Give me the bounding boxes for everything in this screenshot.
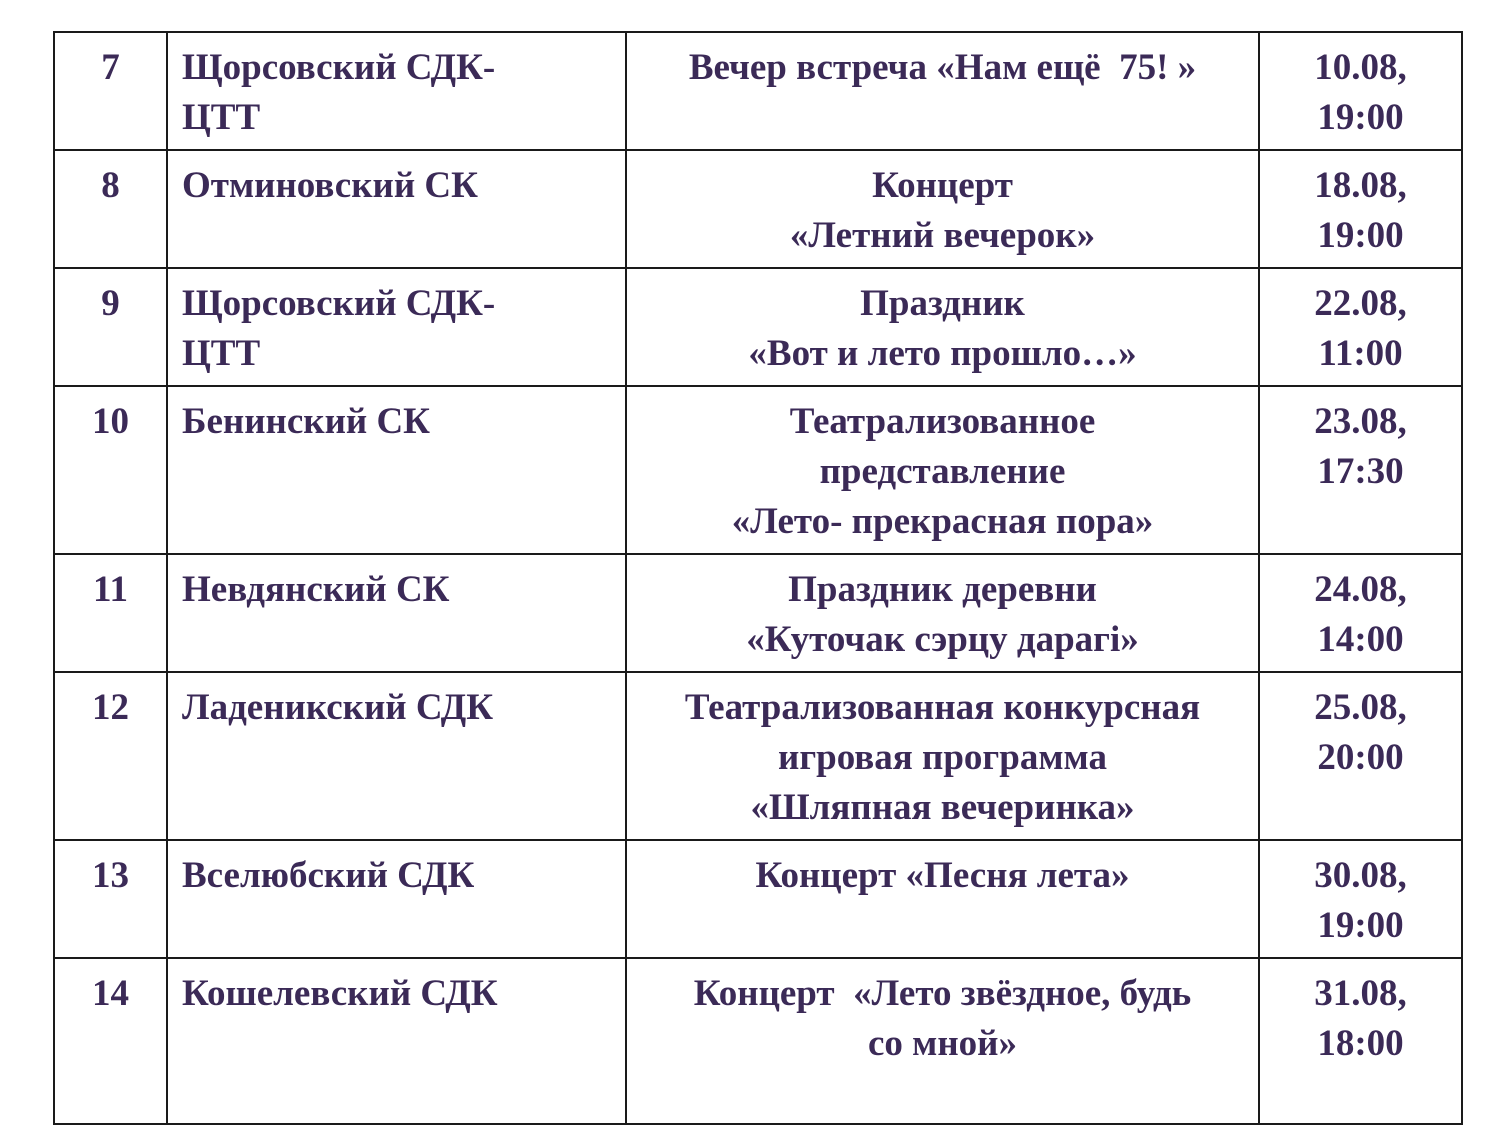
date-cell — [1259, 386, 1462, 554]
event-line: представление — [819, 451, 1066, 492]
event-cell — [626, 672, 1259, 840]
date-cell — [1259, 554, 1462, 672]
table-row — [54, 150, 1462, 268]
table-row — [54, 554, 1462, 672]
event-line: «Шляпная вечеринка» — [750, 787, 1135, 828]
venue-cell — [167, 672, 626, 840]
event-line: со мной» — [867, 1023, 1017, 1064]
date-cell — [1259, 32, 1462, 150]
venue-line: ЦТТ — [182, 333, 261, 374]
date-cell — [1259, 150, 1462, 268]
venue-line: Отминовский СК — [182, 165, 478, 206]
venue-cell — [167, 554, 626, 672]
date-line: 25.08, — [1314, 687, 1407, 728]
venue-cell — [167, 32, 626, 150]
time-line: 14:00 — [1317, 619, 1404, 660]
event-line: «Летний вечерок» — [789, 215, 1096, 256]
table-row — [54, 32, 1462, 150]
event-cell — [626, 840, 1259, 958]
event-line: Концерт «Песня лета» — [755, 855, 1130, 896]
venue-cell — [167, 958, 626, 1124]
venue-line: Ладеникский СДК — [182, 687, 494, 728]
date-line: 24.08, — [1314, 569, 1407, 610]
event-line: игровая программа — [778, 737, 1107, 778]
event-line: Театрализованное — [789, 401, 1096, 442]
event-line: Праздник — [860, 283, 1025, 324]
date-line: 10.08, — [1314, 47, 1407, 88]
venue-cell — [167, 268, 626, 386]
row-number: 13 — [92, 855, 129, 896]
row-number-cell — [54, 150, 167, 268]
venue-line: ЦТТ — [182, 97, 261, 138]
date-line: 18.08, — [1314, 165, 1407, 206]
venue-line: Щорсовский СДК- — [182, 47, 496, 88]
table-row — [54, 386, 1462, 554]
event-line: Праздник деревни — [788, 569, 1097, 610]
event-line: «Вот и лето прошло…» — [748, 333, 1137, 374]
row-number-cell — [54, 672, 167, 840]
event-schedule-table — [53, 31, 1463, 1125]
event-cell — [626, 150, 1259, 268]
date-cell — [1259, 268, 1462, 386]
venue-cell — [167, 386, 626, 554]
row-number-cell — [54, 958, 167, 1124]
venue-line: Бенинский СК — [182, 401, 431, 442]
event-line: «Куточак сэрцу дарагі» — [746, 619, 1139, 660]
time-line: 20:00 — [1317, 737, 1404, 778]
row-number: 9 — [101, 283, 120, 324]
row-number-cell — [54, 32, 167, 150]
event-line: Концерт «Лето звёздное, будь — [693, 973, 1192, 1014]
time-line: 11:00 — [1318, 333, 1403, 374]
row-number-cell — [54, 554, 167, 672]
date-line: 23.08, — [1314, 401, 1407, 442]
date-cell — [1259, 672, 1462, 840]
time-line: 19:00 — [1317, 215, 1404, 256]
event-line: Театрализованная конкурсная — [684, 687, 1201, 728]
row-number: 8 — [101, 165, 120, 206]
table-row — [54, 268, 1462, 386]
row-number-cell — [54, 386, 167, 554]
date-line: 30.08, — [1314, 855, 1407, 896]
time-line: 19:00 — [1317, 97, 1404, 138]
event-cell — [626, 386, 1259, 554]
event-line: «Лето- прекрасная пора» — [731, 501, 1154, 542]
date-line: 31.08, — [1314, 973, 1407, 1014]
time-line: 17:30 — [1317, 451, 1404, 492]
event-line: Вечер встреча «Нам ещё 75! » — [688, 47, 1197, 88]
date-cell — [1259, 958, 1462, 1124]
row-number: 11 — [93, 569, 128, 610]
time-line: 18:00 — [1317, 1023, 1404, 1064]
date-line: 22.08, — [1314, 283, 1407, 324]
venue-line: Щорсовский СДК- — [182, 283, 496, 324]
row-number: 10 — [92, 401, 129, 442]
row-number: 14 — [92, 973, 129, 1014]
time-line: 19:00 — [1317, 905, 1404, 946]
event-cell — [626, 958, 1259, 1124]
event-line: Концерт — [872, 165, 1013, 206]
event-cell — [626, 554, 1259, 672]
date-cell — [1259, 840, 1462, 958]
row-number: 7 — [101, 47, 120, 88]
venue-line: Вселюбский СДК — [182, 855, 475, 896]
venue-cell — [167, 150, 626, 268]
venue-line: Невдянский СК — [182, 569, 450, 610]
table-row — [54, 958, 1462, 1124]
venue-cell — [167, 840, 626, 958]
table-row — [54, 672, 1462, 840]
table-row — [54, 840, 1462, 958]
event-cell — [626, 268, 1259, 386]
event-cell — [626, 32, 1259, 150]
row-number-cell — [54, 840, 167, 958]
row-number-cell — [54, 268, 167, 386]
venue-line: Кошелевский СДК — [182, 973, 498, 1014]
row-number: 12 — [92, 687, 129, 728]
